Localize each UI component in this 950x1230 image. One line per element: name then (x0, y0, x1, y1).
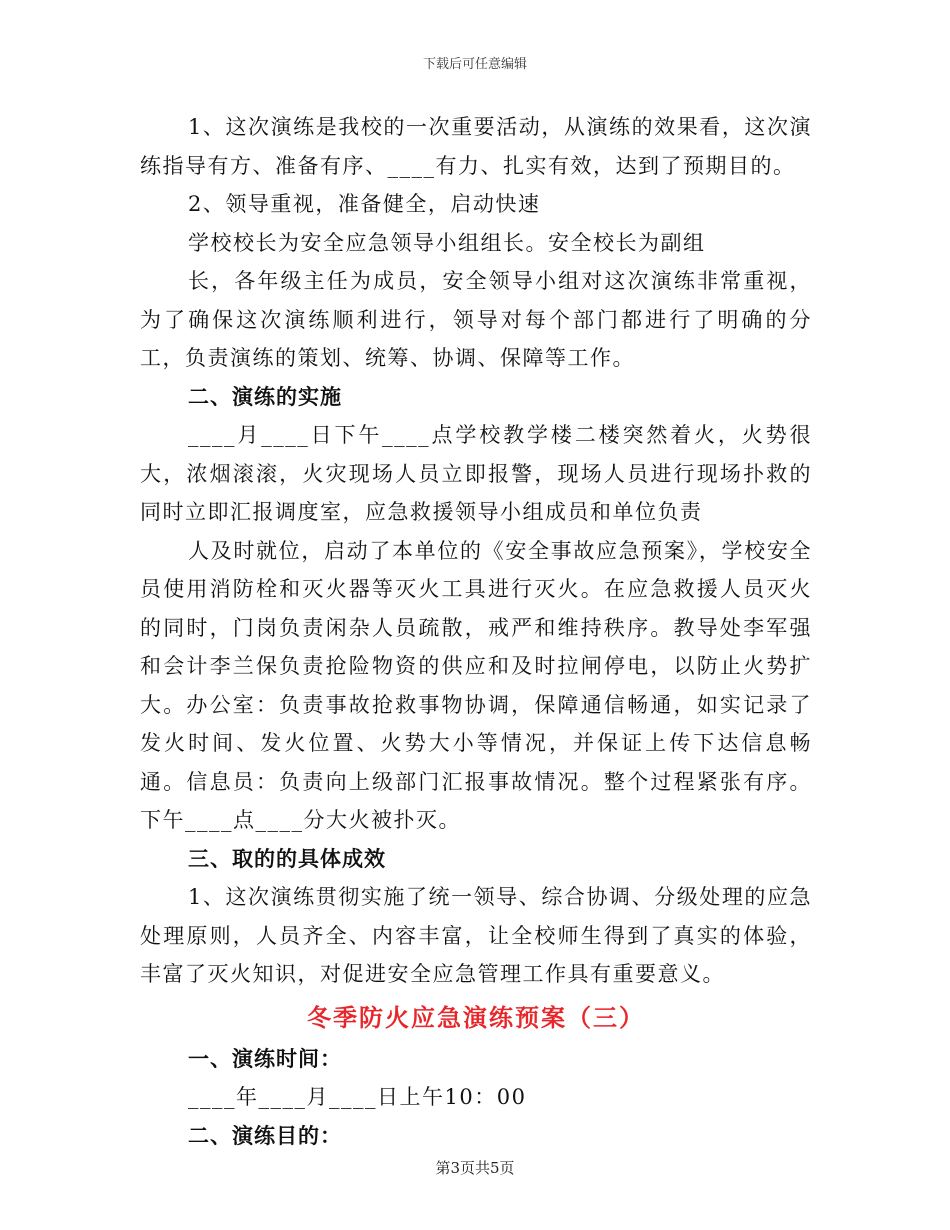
paragraph-4: 长，各年级主任为成员，安全领导小组对这次演练非常重视，为了确保这次演练顺利进行，领导对每个部门都进行了明确的分工，负责演练的策划、统筹、协调、保障等工作。 (140, 269, 812, 370)
document-title: 冬季防火应急演练预案（三） (307, 1002, 645, 1032)
section-heading-3: 三、取的的具体成效 (188, 845, 386, 871)
header-note: 下载后可任意编辑 (422, 57, 527, 72)
paragraph-3: 学校校长为安全应急领导小组组长。安全校长为副组 (188, 230, 706, 255)
paragraph-1: 1、这次演练是我校的一次重要活动，从演练的效果看，这次演练指导有方、准备有序、____有力、扎实有效，达到了预期目的。 (140, 115, 812, 178)
section-heading-4: 一、演练时间： (188, 1045, 342, 1071)
paragraph-2: 2、领导重视，准备健全，启动快速 (188, 192, 541, 216)
paragraph-5: ____月____日下午____点学校教学楼二楼突然着火，火势很大，浓烟滚滚，火灾现场人员立即报警，现场人员进行现场扑救的同时立即汇报调度室，应急救援领导小组成员和单位负责 (140, 423, 812, 524)
section-heading-5: 二、演练目的： (188, 1122, 342, 1148)
paragraph-7: 1、这次演练贯彻实施了统一领导、综合协调、分级处理的应急处理原则，人员齐全、内容丰富，让全校师生得到了真实的体验，丰富了灭火知识，对促进安全应急管理工作具有重要意义。 (140, 885, 812, 986)
document-body (140, 108, 812, 1155)
page-number: 第3页共5页 (435, 1159, 515, 1177)
paragraph-8: ____年____月____日上午10：00 (188, 1085, 527, 1109)
paragraph-6: 人及时就位，启动了本单位的《安全事故应急预案》，学校安全员使用消防栓和灭火器等灭火工具进行灭火。在应急救援人员灭火的同时，门岗负责闲杂人员疏散，戒严和维持秩序。教导处李军强和会计李兰保负责抢险物资的供应和及时拉闸停电，以防止火势扩大。办公室：负责事故抢救事物协调，保障通信畅通，如实记录了发火时间、发火位置、火势大小等情况，并保证上传下达信息畅通。信息员：负责向上级部门汇报事故情况。整个过程紧张有序。下午____点____分大火被扑灭。 (140, 538, 812, 832)
section-heading-2: 二、演练的实施 (188, 383, 342, 409)
